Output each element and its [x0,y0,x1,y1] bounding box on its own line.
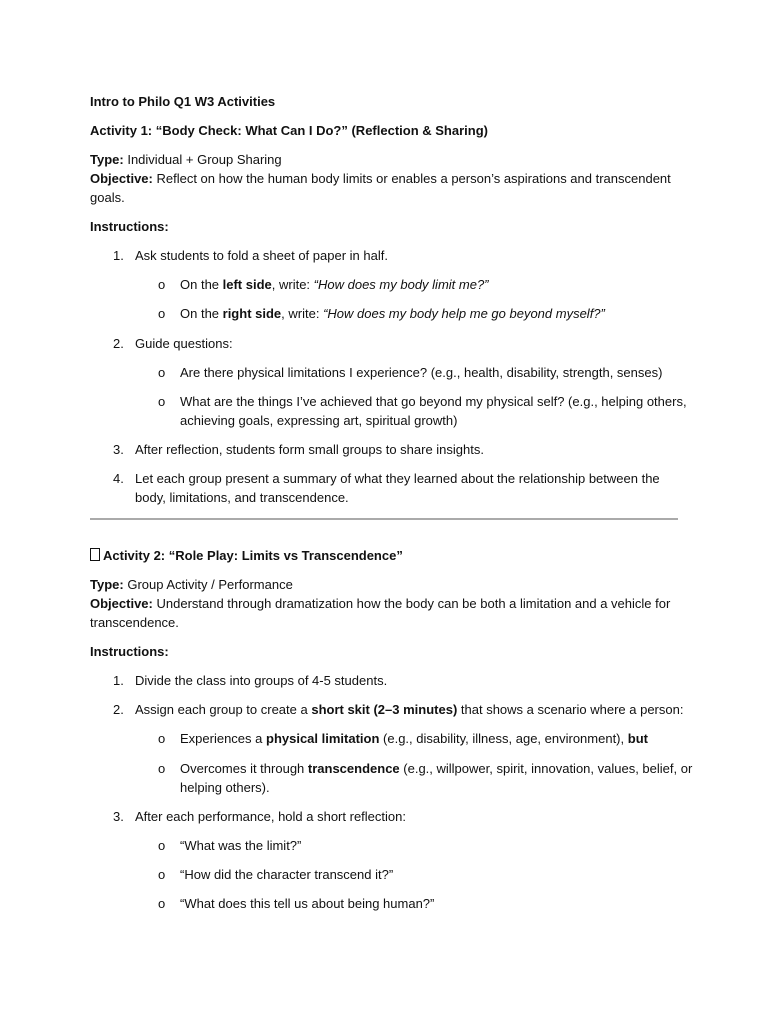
sub-list-item-cont: helping others). [180,780,270,795]
sub-list-item: “How did the character transcend it?” [180,867,394,882]
activity2-objective [90,595,670,612]
sub-bullet: o [158,838,166,853]
sub-text: , write: [281,306,324,321]
objective-text: Understand through dramatization how the body can be both a limitation and a vehicle for [156,596,671,611]
sub-text: Experiences a [180,731,266,746]
sub-list-item [180,760,692,777]
activity1-type [90,151,282,168]
sub-bullet: o [158,896,166,911]
sub-text: On the [180,306,223,321]
item-bold: short skit (2–3 minutes) [311,702,458,717]
list-number: 1. [113,673,124,688]
activity2-objective-cont: transcendence. [90,615,179,630]
type-value: Group Activity / Performance [127,577,293,592]
sub-text: (e.g., disability, illness, age, environment), [379,731,628,746]
sub-italic: “How does my body help me go beyond myself?” [323,306,605,321]
sub-italic: “How does my body limit me?” [313,277,489,292]
list-number: 2. [113,702,124,717]
activity2-type [90,576,293,593]
sub-bullet: o [158,761,166,776]
sub-list-item [180,305,605,322]
activity1-objective [90,170,671,187]
sub-list-item-cont: achieving goals, expressing art, spiritual growth) [180,413,458,428]
activity1-objective-cont: goals. [90,190,125,205]
activity1-instructions-label: Instructions: [90,219,169,234]
list-number: 2. [113,336,124,351]
sub-bold: left side [222,277,272,292]
sub-bold: right side [222,306,282,321]
list-item: Let each group present a summary of what they learned about the relationship between the [135,471,660,486]
activity2-heading [90,547,403,564]
objective-label: Objective: [90,171,153,186]
list-number: 1. [113,248,124,263]
objective-text: Reflect on how the human body limits or enables a person’s aspirations and transcendent [156,171,671,186]
list-item: Guide questions: [135,336,233,351]
sub-bold: but [627,731,648,746]
sub-text: (e.g., willpower, spirit, innovation, values, belief, or [399,761,693,776]
type-label: Type: [90,577,124,592]
sub-bullet: o [158,394,166,409]
sub-list-item: “What does this tell us about being human?” [180,896,435,911]
item-text: that shows a scenario where a person: [457,702,684,717]
list-item [135,701,683,718]
sub-bold: transcendence [307,761,400,776]
sub-list-item [180,730,648,747]
list-item: After each performance, hold a short reflection: [135,809,406,824]
sub-list-item: “What was the limit?” [180,838,302,853]
sub-text: On the [180,277,223,292]
sub-list-item: What are the things I’ve achieved that go beyond my physical self? (e.g., helping others, [180,394,687,409]
item-text: Assign each group to create a [135,702,312,717]
document-title: Intro to Philo Q1 W3 Activities [90,94,276,109]
sub-bullet: o [158,365,166,380]
activity1-heading: Activity 1: “Body Check: What Can I Do?” (Reflection & Sharing) [90,123,488,138]
list-number: 4. [113,471,124,486]
missing-glyph-icon [90,548,100,561]
sub-bold: physical limitation [266,731,380,746]
sub-text: , write: [271,277,314,292]
sub-bullet: o [158,731,166,746]
list-item-cont: body, limitations, and transcendence. [135,490,349,505]
type-label: Type: [90,152,124,167]
sub-list-item [180,276,489,293]
list-number: 3. [113,442,124,457]
activity2-heading-text: Activity 2: “Role Play: Limits vs Transcendence” [103,548,403,563]
list-item: After reflection, students form small groups to share insights. [135,442,484,457]
sub-bullet: o [158,867,166,882]
sub-list-item: Are there physical limitations I experience? (e.g., health, disability, strength, senses) [180,365,663,380]
sub-bullet: o [158,277,166,292]
activity2-instructions-label: Instructions: [90,644,169,659]
horizontal-divider [90,518,678,520]
type-value: Individual + Group Sharing [127,152,282,167]
list-item: Divide the class into groups of 4-5 students. [135,673,388,688]
list-item: Ask students to fold a sheet of paper in half. [135,248,388,263]
sub-text: Overcomes it through [180,761,308,776]
objective-label: Objective: [90,596,153,611]
sub-bullet: o [158,306,166,321]
list-number: 3. [113,809,124,824]
